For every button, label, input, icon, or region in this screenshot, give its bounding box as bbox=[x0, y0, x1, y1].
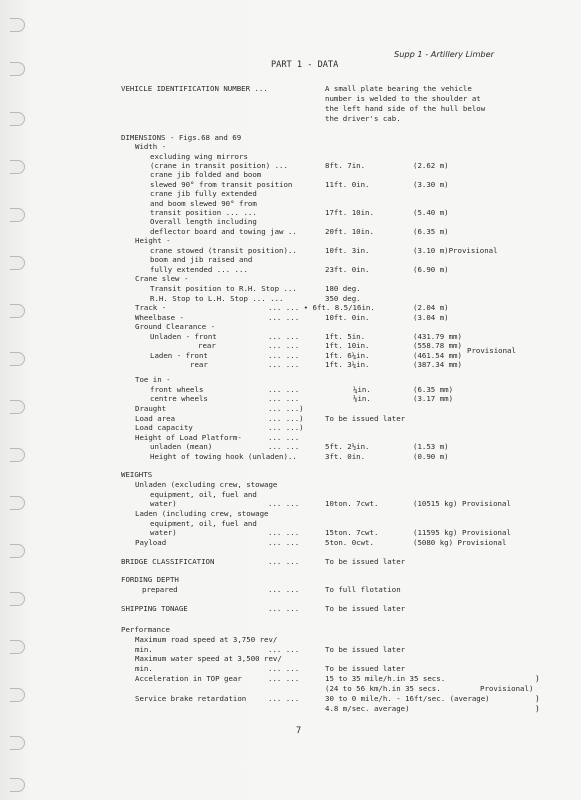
text-line: crane jib fully extended bbox=[150, 189, 257, 198]
binder-hole bbox=[10, 736, 25, 750]
text-line: (2.62 m) bbox=[413, 161, 449, 170]
text-line: To be issued later bbox=[325, 645, 406, 654]
text-line: (3.10 m)Provisional bbox=[413, 246, 498, 255]
text-line: crane stowed (transit position).. bbox=[150, 246, 297, 255]
text-line: ... ...) bbox=[268, 414, 304, 423]
text-line: (1.53 m) bbox=[413, 442, 449, 451]
text-line: Height - bbox=[135, 236, 171, 245]
text-line: water) bbox=[150, 499, 177, 508]
binder-hole bbox=[10, 112, 25, 126]
binder-hole bbox=[10, 778, 25, 792]
text-line: (3.04 m) bbox=[413, 313, 449, 322]
text-line: (11595 kg) Provisional bbox=[413, 528, 511, 537]
text-line: equipment, oil, fuel and bbox=[150, 490, 257, 499]
text-line: fully extended ... ... bbox=[150, 265, 248, 274]
text-line: 1ft. 5in. bbox=[325, 332, 366, 341]
text-line: Track - bbox=[135, 303, 167, 312]
text-line: Load capacity bbox=[135, 423, 193, 432]
text-line: 1ft. 3¼in. bbox=[325, 360, 370, 369]
binder-hole bbox=[10, 688, 25, 702]
text-line: 11ft. 0in. bbox=[325, 180, 370, 189]
text-line: ... ... bbox=[268, 313, 300, 322]
binder-hole bbox=[10, 400, 25, 414]
text-line: ... ... bbox=[268, 385, 300, 394]
text-line: To be issued later bbox=[325, 557, 406, 566]
binder-hole bbox=[10, 18, 25, 32]
text-line: Toe in - bbox=[135, 375, 171, 384]
text-line: ... ... bbox=[268, 499, 300, 508]
text-line: ... ... • 6ft. 8.5/16in. bbox=[268, 303, 375, 312]
text-line: 1ft. 10in. bbox=[325, 341, 370, 350]
text-line: Wheelbase - bbox=[135, 313, 184, 322]
text-line: BRIDGE CLASSIFICATION bbox=[121, 557, 215, 566]
bracket-mark: ) bbox=[535, 674, 540, 683]
text-line: ... ... bbox=[268, 351, 300, 360]
text-line: (6.90 m) bbox=[413, 265, 449, 274]
text-line: crane jib folded and boom bbox=[150, 170, 262, 179]
text-line: 30 to 0 mile/h. - 16ft/sec. (average) bbox=[325, 694, 490, 703]
text-line: Provisional) bbox=[480, 684, 534, 693]
text-line: front wheels bbox=[150, 385, 204, 394]
text-line: (24 to 56 km/h.in 35 secs. bbox=[325, 684, 441, 693]
text-line: ... ... bbox=[268, 674, 300, 683]
text-line: ... ...) bbox=[268, 404, 304, 413]
text-line: 1ft. 6¼in. bbox=[325, 351, 370, 360]
text-line: ... ... bbox=[268, 433, 300, 442]
binder-hole bbox=[10, 496, 25, 510]
text-line: ... ... bbox=[268, 604, 300, 613]
text-line: 23ft. 0in. bbox=[325, 265, 370, 274]
text-line: 15 to 35 mile/h.in 35 secs. bbox=[325, 674, 446, 683]
text-line: (6.35 mm) bbox=[413, 385, 454, 394]
text-line: ... ... bbox=[268, 557, 300, 566]
text-line: 10ft. 3in. bbox=[325, 246, 370, 255]
text-line: 15ton. 7cwt. bbox=[325, 528, 379, 537]
text-line: and boom slewed 90° from bbox=[150, 199, 257, 208]
binder-hole bbox=[10, 544, 25, 558]
page-title: PART 1 - DATA bbox=[271, 60, 339, 70]
text-line: prepared bbox=[142, 585, 178, 594]
text-line: ... ... bbox=[268, 645, 300, 654]
text-line: (3.17 mm) bbox=[413, 394, 454, 403]
text-line: Unladen (excluding crew, stowage bbox=[135, 480, 278, 489]
text-line: centre wheels bbox=[150, 394, 208, 403]
text-line: ... ... bbox=[268, 585, 300, 594]
text-line: Maximum water speed at 3,500 rev/ bbox=[135, 654, 282, 663]
text-line: (5.40 m) bbox=[413, 208, 449, 217]
binder-hole bbox=[10, 304, 25, 318]
text-line: To be issued later bbox=[325, 664, 406, 673]
text-line: Laden (including crew, stowage bbox=[135, 509, 269, 518]
text-line: Height of towing hook (unladen).. bbox=[150, 452, 297, 461]
text-line: 10ton. 7cwt. bbox=[325, 499, 379, 508]
binder-hole bbox=[10, 62, 25, 76]
text-line: transit position ... ... bbox=[150, 208, 257, 217]
text-line: Transit position to R.H. Stop ... bbox=[150, 284, 297, 293]
text-line: ... ... bbox=[268, 360, 300, 369]
text-line: the left hand side of the hull below bbox=[325, 104, 486, 113]
text-line: 10ft. 0in. bbox=[325, 313, 370, 322]
text-line: slewed 90° from transit position bbox=[150, 180, 293, 189]
text-line: Height of Load Platform- bbox=[135, 433, 242, 442]
binder-hole bbox=[10, 256, 25, 270]
text-line: rear bbox=[198, 341, 216, 350]
text-line: ... ... bbox=[268, 394, 300, 403]
binder-holes bbox=[0, 0, 32, 800]
text-line: ... ... bbox=[268, 442, 300, 451]
text-line: water) bbox=[150, 528, 177, 537]
text-line: (431.79 mm) bbox=[413, 332, 462, 341]
text-line: (crane in transit position) ... bbox=[150, 161, 288, 170]
text-line: 5ft. 2½in. bbox=[325, 442, 370, 451]
text-line: 17ft. 10in. bbox=[325, 208, 374, 217]
text-line: FORDING DEPTH bbox=[121, 575, 179, 584]
text-line: Unladen - front bbox=[150, 332, 217, 341]
text-line: To be issued later bbox=[325, 604, 406, 613]
text-line: 3ft. 0in. bbox=[325, 452, 366, 461]
text-line: ... ... bbox=[268, 538, 300, 547]
text-line: ... ... bbox=[268, 528, 300, 537]
supplement-label: Supp 1 - Artillery Limber bbox=[394, 49, 495, 59]
text-line: (6.35 m) bbox=[413, 227, 449, 236]
text-line: DIMENSIONS - Figs.68 and 69 bbox=[121, 133, 242, 142]
text-line: To be issued later bbox=[325, 414, 406, 423]
text-line: To full flotation bbox=[325, 585, 401, 594]
bracket-mark: ) bbox=[535, 704, 540, 713]
text-line: Width - bbox=[135, 142, 167, 151]
text-line: boom and jib raised and bbox=[150, 255, 253, 264]
page-number: 7 bbox=[296, 726, 302, 736]
text-line: 4.8 m/sec. average) bbox=[325, 704, 410, 713]
text-line: Payload bbox=[135, 538, 167, 547]
text-line: 20ft. 10in. bbox=[325, 227, 374, 236]
binder-hole bbox=[10, 592, 25, 606]
text-line: equipment, oil, fuel and bbox=[150, 519, 257, 528]
text-line: min. bbox=[135, 664, 153, 673]
text-line: the driver's cab. bbox=[325, 114, 401, 123]
text-line: 180 deg. bbox=[325, 284, 361, 293]
text-line: ... ... bbox=[268, 664, 300, 673]
text-line: ... ...) bbox=[268, 423, 304, 432]
text-line: Overall length including bbox=[150, 217, 257, 226]
text-line: (2.04 m) bbox=[413, 303, 449, 312]
text-line: Laden - front bbox=[150, 351, 208, 360]
binder-hole bbox=[10, 640, 25, 654]
text-line: 5ton. 0cwt. bbox=[325, 538, 374, 547]
text-line: unladen (mean) bbox=[150, 442, 213, 451]
text-line: deflector board and towing jaw .. bbox=[150, 227, 297, 236]
bracket-mark: ) bbox=[535, 694, 540, 703]
text-line: Ground Clearance - bbox=[135, 322, 216, 331]
text-line: min. bbox=[135, 645, 153, 654]
text-line: Crane slew - bbox=[135, 274, 189, 283]
text-line: ⅛in. bbox=[353, 394, 371, 403]
text-line: ... ... bbox=[268, 341, 300, 350]
text-line: Load area bbox=[135, 414, 176, 423]
text-line: (3.30 m) bbox=[413, 180, 449, 189]
text-line: 350 deg. bbox=[325, 294, 361, 303]
text-line: excluding wing mirrors bbox=[150, 152, 248, 161]
text-line: SHIPPING TONAGE bbox=[121, 604, 188, 613]
text-line: ¼in. bbox=[353, 385, 371, 394]
text-line: (10515 kg) Provisional bbox=[413, 499, 511, 508]
text-line: Draught bbox=[135, 404, 167, 413]
text-line: VEHICLE IDENTIFICATION NUMBER ... bbox=[121, 84, 268, 93]
binder-hole bbox=[10, 448, 25, 462]
text-line: number is welded to the shoulder at bbox=[325, 94, 481, 103]
binder-hole bbox=[10, 208, 25, 222]
text-line: ... ... bbox=[268, 332, 300, 341]
text-line: rear bbox=[190, 360, 208, 369]
text-line: 8ft. 7in. bbox=[325, 161, 366, 170]
text-line: A small plate bearing the vehicle bbox=[325, 84, 472, 93]
text-line: (5080 kg) Provisional bbox=[413, 538, 507, 547]
text-line: (0.90 m) bbox=[413, 452, 449, 461]
text-line: Acceleration in TOP gear bbox=[135, 674, 242, 683]
text-line: (558.78 mm) bbox=[413, 341, 462, 350]
text-line: Service brake retardation bbox=[135, 694, 247, 703]
text-line: (461.54 mm) bbox=[413, 351, 462, 360]
binder-hole bbox=[10, 160, 25, 174]
binder-hole bbox=[10, 352, 25, 366]
text-line: R.H. Stop to L.H. Stop ... ... bbox=[150, 294, 284, 303]
text-line: ... ... bbox=[268, 694, 300, 703]
text-line: WEIGHTS bbox=[121, 470, 153, 479]
text-line: (387.34 mm) bbox=[413, 360, 462, 369]
text-line: Provisional bbox=[467, 346, 516, 355]
text-line: Performance bbox=[121, 625, 170, 634]
text-line: Maximum road speed at 3,750 rev/ bbox=[135, 635, 278, 644]
